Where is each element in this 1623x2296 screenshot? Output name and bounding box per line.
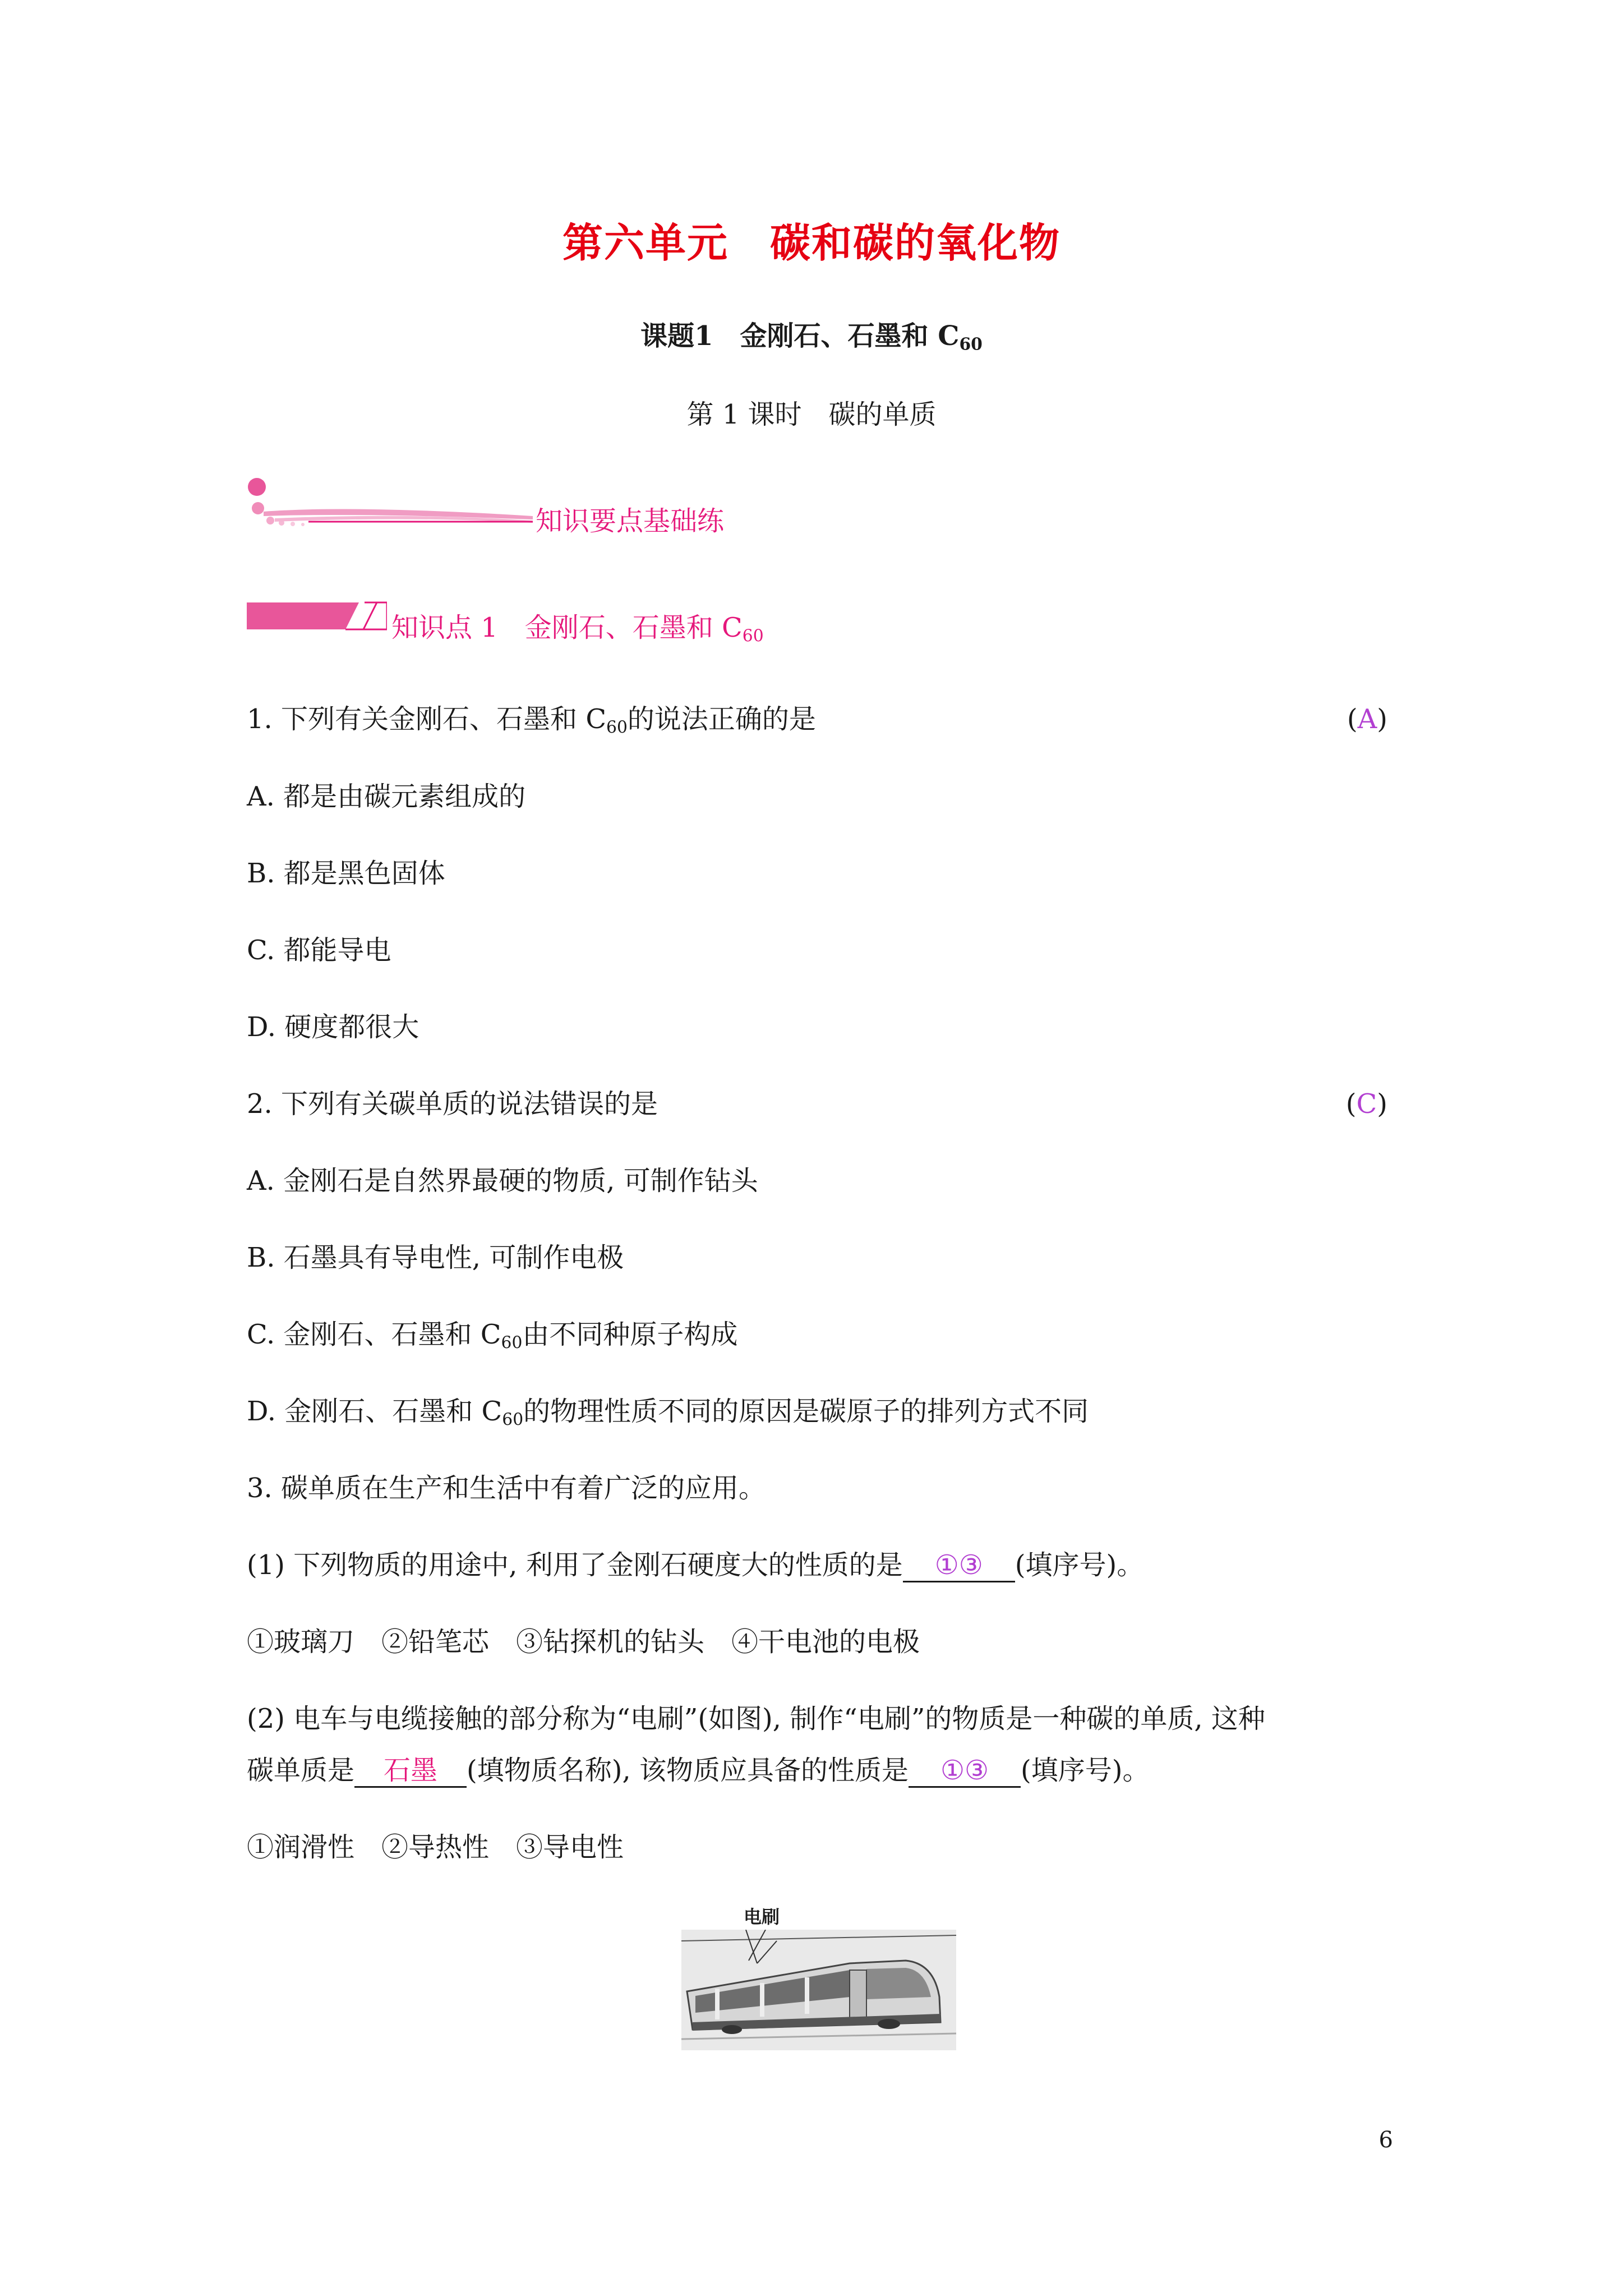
- lesson-title: [0, 314, 1623, 353]
- knowledge-point-tag: [247, 599, 387, 633]
- q3-part-1-answer: ①③: [934, 1549, 983, 1581]
- q2-option-c-subscript: 60: [501, 1333, 523, 1353]
- q3-part-1-text: (1) 下列物质的用途中, 利用了金刚石硬度大的性质的是: [247, 1549, 903, 1581]
- tram-figure: [681, 1930, 956, 2050]
- q3-part-1-choices: ①玻璃刀 ②铅笔芯 ③钻探机的钻头 ④干电池的电极: [247, 1626, 920, 1658]
- q2-option-c: [247, 1318, 737, 1351]
- q1-option-c: C. 都能导电: [247, 935, 391, 966]
- knowledge-point-text: 知识点 1 金刚石、石墨和 C: [391, 612, 743, 643]
- page-number: 6: [1378, 2127, 1393, 2153]
- q3-part-2-choices: ①润滑性 ②导热性 ③导电性: [247, 1832, 624, 1863]
- q3-part-2-line-1: (2) 电车与电缆接触的部分称为“电刷”(如图), 制作“电刷”的物质是一种碳的单质, 这种: [247, 1703, 1265, 1734]
- q1-stem-text-end: 的说法正确的是: [627, 703, 816, 735]
- lesson-title-subscript: 60: [959, 334, 983, 355]
- section-label: 知识要点基础练: [536, 505, 725, 537]
- q1-option-d: D. 硬度都很大: [247, 1011, 419, 1043]
- q3-part-2-text-mid: (填物质名称), 该物质应具备的性质是: [467, 1755, 909, 1786]
- q1-stem-text: 1. 下列有关金刚石、石墨和 C: [247, 703, 607, 735]
- period-title: 第 1 课时 碳的单质: [686, 399, 937, 430]
- q2-answer-letter: C: [1356, 1088, 1377, 1120]
- q2-option-b: B. 石墨具有导电性, 可制作电极: [247, 1242, 624, 1273]
- q2-option-d-subscript: 60: [502, 1410, 524, 1430]
- question-2-answer: (C): [1345, 1088, 1387, 1120]
- knowledge-point-label: [391, 606, 764, 645]
- q2-option-d: [247, 1395, 1089, 1428]
- q3-part-1-blank: [903, 1549, 1015, 1582]
- q3-part-1: [247, 1548, 1144, 1582]
- lesson-title-text: 课题1 金刚石、石墨和 C: [640, 320, 960, 352]
- q3-part-2-line-2: [247, 1754, 1149, 1788]
- question-1-answer: (A): [1347, 703, 1387, 735]
- q3-part-2-text-end: (填序号)。: [1021, 1755, 1150, 1786]
- knowledge-point-subscript: 60: [742, 626, 764, 646]
- q2-option-c-text-end: 由不同种原子构成: [522, 1319, 738, 1350]
- unit-title: 第六单元 碳和碳的氧化物: [562, 219, 1061, 266]
- q3-part-2-answer-1: 石墨: [384, 1755, 438, 1786]
- question-2-stem: 2. 下列有关碳单质的说法错误的是: [247, 1088, 658, 1120]
- q2-option-d-text-end: 的物理性质不同的原因是碳原子的排列方式不同: [523, 1396, 1089, 1427]
- figure-label: 电刷: [744, 1906, 780, 1927]
- q2-option-c-text: C. 金刚石、石墨和 C: [247, 1319, 501, 1350]
- q3-part-2-text: 碳单质是: [247, 1755, 355, 1786]
- q2-option-a: A. 金刚石是自然界最硬的物质, 可制作钻头: [247, 1165, 758, 1197]
- q2-option-d-text: D. 金刚石、石墨和 C: [247, 1396, 502, 1427]
- q3-part-2-blank-2: [909, 1755, 1021, 1788]
- q3-part-2-answer-2: ①③: [940, 1755, 989, 1786]
- q3-part-2-blank-1: [354, 1755, 467, 1788]
- q3-part-1-text-end: (填序号)。: [1015, 1549, 1144, 1581]
- q1-option-b: B. 都是黑色固体: [247, 858, 445, 889]
- question-3-stem: 3. 碳单质在生产和生活中有着广泛的应用。: [247, 1473, 766, 1504]
- q1-stem-subscript: 60: [606, 717, 628, 738]
- q1-option-a: A. 都是由碳元素组成的: [247, 781, 526, 812]
- question-1-stem: [247, 702, 816, 736]
- q1-answer-letter: A: [1357, 703, 1377, 735]
